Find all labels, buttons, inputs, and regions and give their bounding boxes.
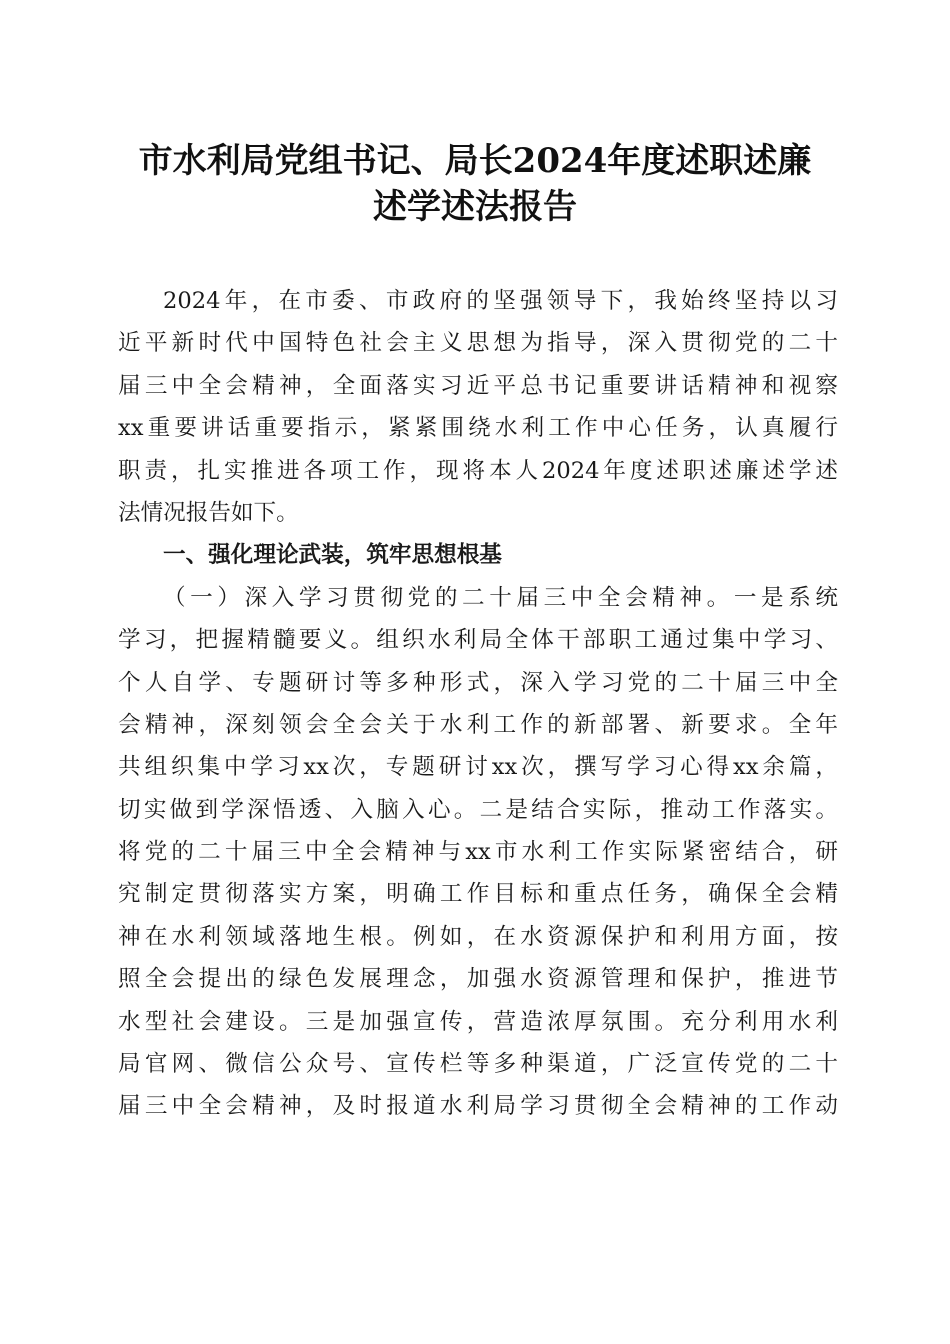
section-line-13: 届三中全会精神，及时报道水利局学习贯彻全会精神的工作动 [118, 1093, 838, 1120]
section-line-8: 究制定贯彻落实方案，明确工作目标和重点任务，确保全会精 [118, 881, 838, 908]
document-body [118, 280, 838, 1128]
section-line-6: 切实做到学深悟透、入脑入心。二是结合实际，推动工作落实。 [118, 796, 838, 823]
intro-line-5: 职责，扎实推进各项工作，现将本人2024年度述职述廉述学述 [118, 457, 838, 484]
section-line-5: 共组织集中学习xx次，专题研讨xx次，撰写学习心得xx余篇， [118, 754, 838, 781]
section-line-11: 水型社会建设。三是加强宣传，营造浓厚氛围。充分利用水利 [118, 1008, 838, 1035]
section-line-4: 会精神，深刻领会全会关于水利工作的新部署、新要求。全年 [118, 711, 838, 738]
section-line-1: （一）深入学习贯彻党的二十届三中全会精神。一是系统 [163, 584, 838, 611]
intro-line-3: 届三中全会精神，全面落实习近平总书记重要讲话精神和视察 [118, 372, 838, 399]
intro-line-4: xx重要讲话重要指示，紧紧围绕水利工作中心任务，认真履行 [118, 415, 838, 442]
section-line-2: 学习，把握精髓要义。组织水利局全体干部职工通过集中学习、 [118, 627, 838, 654]
section-line-10: 照全会提出的绿色发展理念，加强水资源管理和保护，推进节 [118, 966, 838, 993]
section-heading: 一、强化理论武装，筑牢思想根基 [163, 542, 502, 569]
document-title-line-2: 述学述法报告 [373, 187, 577, 227]
section-line-12: 局官网、微信公众号、宣传栏等多种渠道，广泛宣传党的二十 [118, 1051, 838, 1078]
section-line-7: 将党的二十届三中全会精神与xx市水利工作实际紧密结合，研 [118, 839, 838, 866]
section-line-3: 个人自学、专题研讨等多种形式，深入学习党的二十届三中全 [118, 669, 838, 696]
intro-line-2: 近平新时代中国特色社会主义思想为指导，深入贯彻党的二十 [118, 330, 838, 357]
intro-line-1: 2024年，在市委、市政府的坚强领导下，我始终坚持以习 [163, 288, 838, 314]
section-line-9: 神在水利领域落地生根。例如，在水资源保护和利用方面，按 [118, 923, 838, 950]
document-title-line-1: 市水利局党组书记、局长2024年度述职述廉 [138, 141, 812, 181]
intro-line-6: 法情况报告如下。 [118, 499, 299, 526]
